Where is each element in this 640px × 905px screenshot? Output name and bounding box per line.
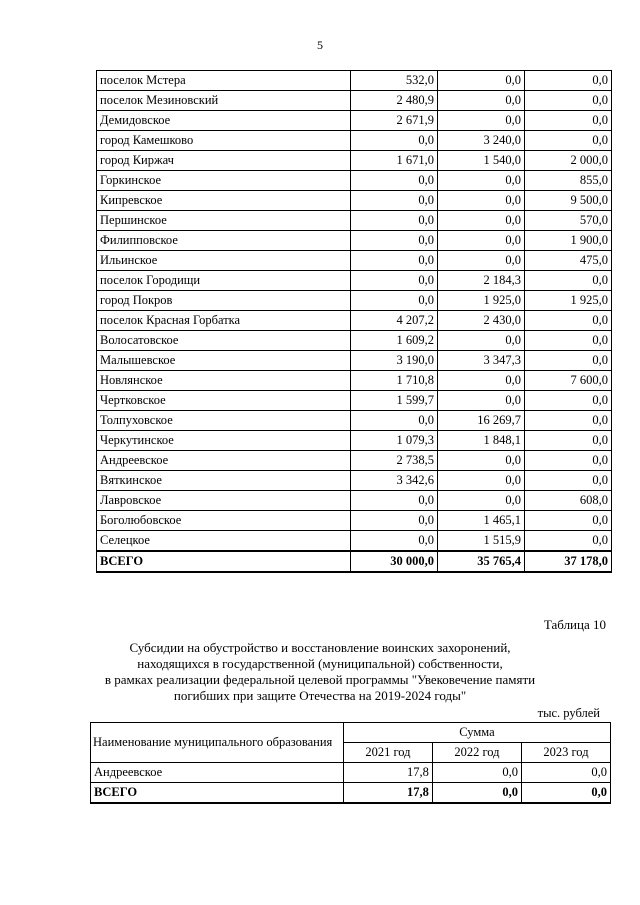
row-value-2023: 0,0 xyxy=(524,391,611,411)
row-value-2023: 0,0 xyxy=(524,331,611,351)
row-value-2021: 0,0 xyxy=(350,411,437,431)
total-2022: 0,0 xyxy=(432,783,521,804)
row-value-2021: 0,0 xyxy=(350,491,437,511)
row-value-2023: 0,0 xyxy=(524,471,611,491)
row-value-2021: 1 079,3 xyxy=(350,431,437,451)
row-value-2022: 1 515,9 xyxy=(437,531,524,552)
row-value-2023: 9 500,0 xyxy=(524,191,611,211)
row-name: поселок Красная Горбатка xyxy=(97,311,351,331)
row-value-2023: 0,0 xyxy=(524,431,611,451)
column-header-2022: 2022 год xyxy=(432,743,521,763)
burial-subsidy-table xyxy=(90,722,611,804)
row-value-2021: 1 609,2 xyxy=(350,331,437,351)
row-name: Вяткинское xyxy=(97,471,351,491)
row-value-2021: 1 671,0 xyxy=(350,151,437,171)
table-row xyxy=(97,71,612,91)
row-value-2023: 1 925,0 xyxy=(524,291,611,311)
table-row xyxy=(97,411,612,431)
row-value-2022: 0,0 xyxy=(437,471,524,491)
table-row xyxy=(97,451,612,471)
subsidy-table-body xyxy=(97,71,612,573)
row-name: Горкинское xyxy=(97,171,351,191)
row-value-2022: 0,0 xyxy=(437,71,524,91)
row-name: поселок Мстера xyxy=(97,71,351,91)
row-name: Андреевское xyxy=(97,451,351,471)
row-name: город Камешково xyxy=(97,131,351,151)
row-value-2022: 0,0 xyxy=(437,251,524,271)
row-value-2022: 0,0 xyxy=(432,763,521,783)
row-value-2022: 1 925,0 xyxy=(437,291,524,311)
row-value-2023: 0,0 xyxy=(524,531,611,552)
table-row xyxy=(97,351,612,371)
subsidy-table-continued xyxy=(96,70,612,573)
table-row xyxy=(97,271,612,291)
row-value-2021: 3 342,6 xyxy=(350,471,437,491)
total-2023: 37 178,0 xyxy=(524,551,611,572)
row-value-2021: 0,0 xyxy=(350,511,437,531)
row-name: Кипревское xyxy=(97,191,351,211)
row-value-2023: 0,0 xyxy=(524,451,611,471)
row-name: Боголюбовское xyxy=(97,511,351,531)
table-row xyxy=(97,111,612,131)
row-value-2022: 0,0 xyxy=(437,191,524,211)
row-value-2023: 0,0 xyxy=(524,71,611,91)
row-value-2021: 17,8 xyxy=(343,763,432,783)
total-2021: 30 000,0 xyxy=(350,551,437,572)
table-row xyxy=(97,191,612,211)
row-value-2023: 0,0 xyxy=(524,311,611,331)
table-row xyxy=(97,491,612,511)
row-name: Малышевское xyxy=(97,351,351,371)
row-value-2022: 0,0 xyxy=(437,451,524,471)
row-name: Толпуховское xyxy=(97,411,351,431)
total-2022: 35 765,4 xyxy=(437,551,524,572)
table-heading xyxy=(80,640,560,704)
table-row xyxy=(97,371,612,391)
row-value-2021: 0,0 xyxy=(350,211,437,231)
row-value-2022: 0,0 xyxy=(437,211,524,231)
row-value-2021: 0,0 xyxy=(350,291,437,311)
row-value-2021: 0,0 xyxy=(350,271,437,291)
row-value-2022: 0,0 xyxy=(437,491,524,511)
total-label: ВСЕГО xyxy=(91,783,344,804)
row-value-2023: 0,0 xyxy=(524,511,611,531)
row-value-2023: 570,0 xyxy=(524,211,611,231)
row-name: Чертковское xyxy=(97,391,351,411)
row-value-2021: 2 480,9 xyxy=(350,91,437,111)
row-value-2023: 1 900,0 xyxy=(524,231,611,251)
header-row xyxy=(91,723,611,743)
table-row xyxy=(97,531,612,552)
row-value-2022: 0,0 xyxy=(437,171,524,191)
row-value-2021: 0,0 xyxy=(350,191,437,211)
row-value-2021: 0,0 xyxy=(350,171,437,191)
row-value-2023: 0,0 xyxy=(524,131,611,151)
unit-label: тыс. рублей xyxy=(537,706,600,720)
column-header-2023: 2023 год xyxy=(521,743,610,763)
row-value-2022: 1 465,1 xyxy=(437,511,524,531)
row-name: Новлянское xyxy=(97,371,351,391)
row-name: Лавровское xyxy=(97,491,351,511)
total-2021: 17,8 xyxy=(343,783,432,804)
row-value-2021: 532,0 xyxy=(350,71,437,91)
heading-line-3: в рамках реализации федеральной целевой программы "Увековечение памяти xyxy=(104,672,536,687)
row-name: город Покров xyxy=(97,291,351,311)
total-row xyxy=(97,551,612,572)
row-value-2023: 0,0 xyxy=(521,763,610,783)
row-value-2022: 0,0 xyxy=(437,91,524,111)
table-row xyxy=(97,311,612,331)
table-row xyxy=(97,251,612,271)
column-header-name: Наименование муниципального образования xyxy=(91,723,344,763)
heading-line-2: находящихся в государственной (муниципальной) собственности, xyxy=(137,656,503,671)
row-value-2022: 3 347,3 xyxy=(437,351,524,371)
row-value-2022: 1 540,0 xyxy=(437,151,524,171)
total-2023: 0,0 xyxy=(521,783,610,804)
total-label: ВСЕГО xyxy=(97,551,351,572)
column-header-sum: Сумма xyxy=(343,723,610,743)
row-name: Селецкое xyxy=(97,531,351,552)
row-value-2023: 0,0 xyxy=(524,91,611,111)
row-name: поселок Мезиновский xyxy=(97,91,351,111)
row-name: город Киржач xyxy=(97,151,351,171)
row-value-2021: 0,0 xyxy=(350,251,437,271)
row-name: Филипповское xyxy=(97,231,351,251)
row-value-2022: 0,0 xyxy=(437,371,524,391)
row-value-2022: 0,0 xyxy=(437,391,524,411)
table-row xyxy=(97,171,612,191)
row-value-2023: 0,0 xyxy=(524,271,611,291)
row-name: Волосатовское xyxy=(97,331,351,351)
table-row xyxy=(91,763,611,783)
heading-line-1: Субсидии на обустройство и восстановление воинских захоронений, xyxy=(129,640,511,655)
row-value-2023: 7 600,0 xyxy=(524,371,611,391)
row-value-2021: 2 738,5 xyxy=(350,451,437,471)
row-name: Андреевское xyxy=(91,763,344,783)
row-value-2021: 1 599,7 xyxy=(350,391,437,411)
row-value-2021: 0,0 xyxy=(350,531,437,552)
table-row xyxy=(97,231,612,251)
row-value-2021: 2 671,9 xyxy=(350,111,437,131)
table-row xyxy=(97,211,612,231)
row-value-2022: 1 848,1 xyxy=(437,431,524,451)
row-value-2021: 4 207,2 xyxy=(350,311,437,331)
row-value-2022: 0,0 xyxy=(437,111,524,131)
table-row xyxy=(97,471,612,491)
row-value-2022: 0,0 xyxy=(437,331,524,351)
row-value-2023: 0,0 xyxy=(524,111,611,131)
table-row xyxy=(97,511,612,531)
table-row xyxy=(97,151,612,171)
row-value-2021: 3 190,0 xyxy=(350,351,437,371)
row-value-2023: 2 000,0 xyxy=(524,151,611,171)
column-header-2021: 2021 год xyxy=(343,743,432,763)
total-row xyxy=(91,783,611,804)
row-value-2022: 2 184,3 xyxy=(437,271,524,291)
row-value-2023: 475,0 xyxy=(524,251,611,271)
row-name: поселок Городищи xyxy=(97,271,351,291)
row-value-2023: 0,0 xyxy=(524,411,611,431)
row-value-2022: 3 240,0 xyxy=(437,131,524,151)
table-row xyxy=(97,291,612,311)
row-value-2022: 2 430,0 xyxy=(437,311,524,331)
table-row xyxy=(97,91,612,111)
row-value-2022: 0,0 xyxy=(437,231,524,251)
page-number: 5 xyxy=(317,38,323,52)
heading-line-4: погибших при защите Отечества на 2019-2024 годы" xyxy=(173,688,467,703)
row-value-2021: 1 710,8 xyxy=(350,371,437,391)
table-row xyxy=(97,331,612,351)
table-number-label: Таблица 10 xyxy=(543,617,606,632)
row-value-2023: 0,0 xyxy=(524,351,611,371)
row-value-2022: 16 269,7 xyxy=(437,411,524,431)
row-name: Черкутинское xyxy=(97,431,351,451)
row-value-2023: 855,0 xyxy=(524,171,611,191)
row-name: Ильинское xyxy=(97,251,351,271)
row-value-2021: 0,0 xyxy=(350,231,437,251)
table-row xyxy=(97,131,612,151)
row-value-2023: 608,0 xyxy=(524,491,611,511)
row-name: Демидовское xyxy=(97,111,351,131)
row-value-2021: 0,0 xyxy=(350,131,437,151)
row-name: Першинское xyxy=(97,211,351,231)
table-row xyxy=(97,431,612,451)
table-row xyxy=(97,391,612,411)
